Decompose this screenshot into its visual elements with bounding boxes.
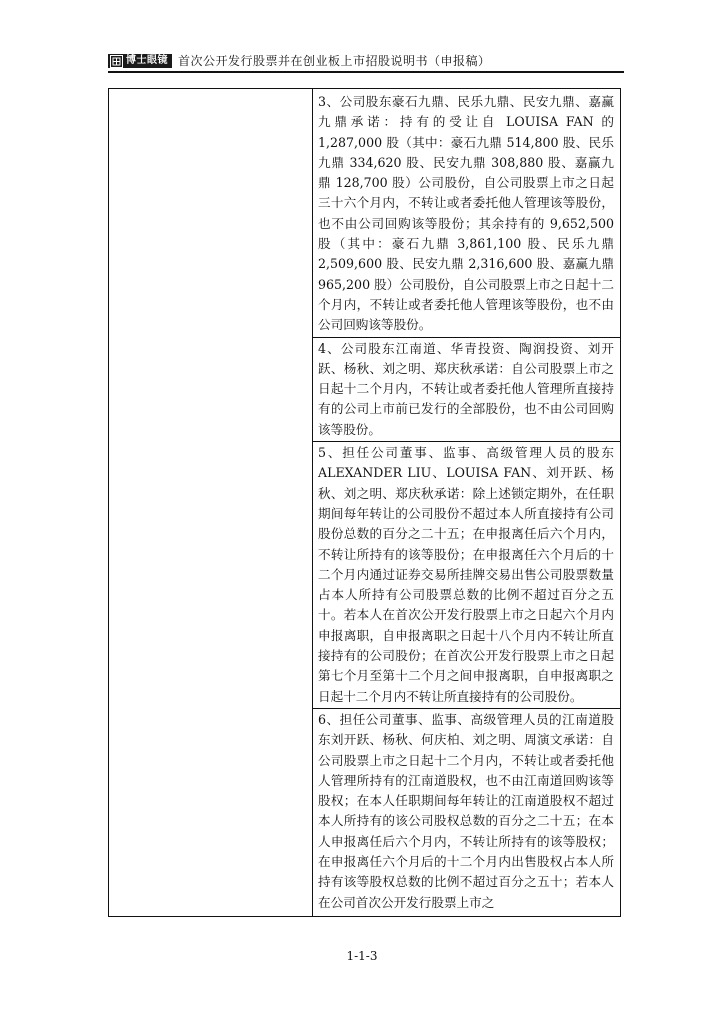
commitment-paragraph-4: 4、公司股东江南道、华青投资、陶润投资、刘开跃、杨秋、刘之明、郑庆秋承诺：自公司股票上市之日起十二个月内，不转让或者委托他人管理所直接持有的公司上市前已发行的全部股份，也不由公司回购该等股份。 — [318, 340, 614, 437]
row-divider — [312, 337, 620, 338]
logo-text: 博士眼镜 — [126, 55, 168, 66]
row-divider — [312, 708, 620, 709]
table-column-divider — [312, 88, 313, 917]
company-logo — [108, 54, 172, 68]
logo-emblem-icon — [110, 55, 123, 68]
commitment-paragraph-6: 6、担任公司董事、监事、高级管理人员的江南道股东刘开跃、杨秋、何庆柏、刘之明、周演文承诺：自公司股票上市之日起十二个月内，不转让或者委托他人管理所持有的江南道股权，也不由江南道回购该等股权；在本人任职期间每年转让的江南道股权不超过本人所持有的该公司股权总数的百分之二十五；在本人申报离任后六个月内，不转让所持有的该等股权；在申报离任六个月后的十二个月内出售股权占本人所持有该等股权总数的比例不超过百分之五十；若本人在公司首次公开发行股票上市之 — [318, 711, 614, 910]
page-number: 1-1-3 — [346, 949, 378, 963]
commitment-paragraph-3: 3、公司股东豪石九鼎、民乐九鼎、民安九鼎、嘉赢九鼎承诺：持有的受让自 LOUISA FAN 的 1,287,000 股（其中：豪石九鼎 514,800 股、民乐九鼎 334,620 股、民安九鼎 308,880 股、嘉赢九鼎 128,700 股）公司股份，自公司股票上市之日起三十六个月内，不转让或者委托他人管理该等股份，也不由公司回购该等股份；其余持有的 9,652,500 股（其中：豪石九鼎 3,861,100 股、民乐九鼎 2,509,600 股、民安九鼎 2,316,600 股、嘉赢九鼎 965,200 股）公司股份，自公司股票上市之日起十二个月内，不转让或者委托他人管理该等股份，也不由公司回购该等股份。 — [318, 94, 614, 333]
commitment-paragraph-5: 5、担任公司董事、监事、高级管理人员的股东 ALEXANDER LIU、LOUISA FAN、刘开跃、杨秋、刘之明、郑庆秋承诺：除上述锁定期外，在任职期间每年转让的公司股份不超过本人所直接持有公司股份总数的百分之二十五；在申报离任后六个月内，不转让所持有的该等股份；在申报离任六个月后的十二个月内通过证券交易所挂牌交易出售公司股票数量占本人所持有公司股票总数的比例不超过百分之五十。若本人在首次公开发行股票上市之日起六个月内申报离职，自申报离职之日起十八个月内不转让所直接持有的公司股份；在首次公开发行股票上市之日起第七个月至第十二个月之间申报离职，自申报离职之日起十二个月内不转让所直接持有的公司股份。 — [318, 445, 614, 704]
header-rule — [108, 71, 624, 73]
document-title: 首次公开发行股票并在创业板上市招股说明书（申报稿） — [178, 54, 491, 68]
page-header — [108, 50, 624, 72]
commitments-cell — [318, 92, 614, 913]
row-divider — [312, 441, 620, 442]
